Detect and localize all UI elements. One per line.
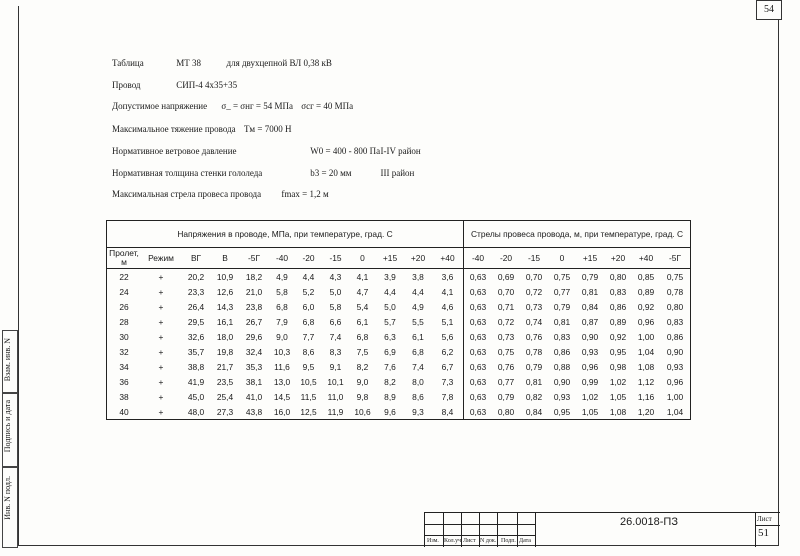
sag-cell: 0,78 [666,286,684,297]
table-row [107,329,691,344]
stress-cell: 5,7 [384,316,396,327]
stress-cell: 32,4 [245,346,263,357]
stress-cell: 8,6 [412,391,424,402]
sag-cell: 0,75 [666,271,684,282]
stress-cell: 7,4 [412,361,424,372]
stamp-signature-date: Подпись и дата [3,400,12,453]
tb-col-data: Дата [519,538,531,544]
stress-cell: 7,9 [276,316,288,327]
document-code: 26.0018-ПЗ [620,516,678,528]
stress-cell: 13,0 [273,376,291,387]
stress-cell: 4,6 [432,299,464,314]
sag-cell: 0,72 [497,316,515,327]
stress-cell: 8,0 [412,376,424,387]
mode-cell: + [158,376,164,387]
sag-cell: 0,96 [581,361,599,372]
stress-cell: 26,7 [245,316,263,327]
table-row [107,299,691,314]
stress-cell: 38,8 [187,361,205,372]
sag-cell: 0,96 [637,316,655,327]
tb-col-izm: Изм. [427,538,439,544]
sag-cell: 0,81 [553,316,571,327]
stress-cell: 8,3 [329,346,342,357]
stress-col-3: -40 [269,248,295,269]
sag-cell: 0,70 [525,271,543,282]
stress-cell: 4,9 [412,301,424,312]
stress-cell: 3,8 [412,271,424,282]
sag-col-7: -5Г [660,248,691,269]
sag-label: Максимальная стрела провеса провода [112,189,262,199]
sag-cell: 0,71 [497,301,515,312]
stress-cell: 8,6 [302,346,315,357]
stress-cell: 10,3 [273,346,291,357]
sag-cell: 1,04 [666,406,684,417]
tb-col-kolvo: Кол.уч [444,538,462,544]
mode-cell: + [158,331,164,342]
stress-cell: 18,0 [216,331,234,342]
header-wind-line [112,146,427,156]
stress-value-2: σсг = 40 МПа [301,101,354,111]
sag-cell: 0,76 [525,331,543,342]
stress-cell: 7,7 [302,331,315,342]
ice-label: Нормативная толщина стенки гололеда [112,168,263,178]
span-cell: 40 [119,406,129,417]
stress-cell: 4,3 [329,271,342,282]
sag-cell: 0,78 [525,346,543,357]
stress-cell: 45,0 [187,391,205,402]
sag-cell: 0,93 [666,361,684,372]
stress-cell: 23,5 [216,376,234,387]
sag-cell: 0,90 [581,331,599,342]
stress-cell: 26,4 [187,301,205,312]
sag-cell: 0,86 [666,331,684,342]
span-cell: 32 [119,346,129,357]
stress-cell: 16,1 [216,316,234,327]
mode-cell: + [158,271,164,282]
stress-cell: 6,8 [356,331,369,342]
stress-cell: 4,7 [356,286,369,297]
stress-cell: 18,2 [245,271,263,282]
stress-cell: 5,8 [276,286,288,297]
stress-col-4: -20 [295,248,322,269]
sag-cell: 1,16 [637,391,655,402]
sag-col-4: +15 [576,248,604,269]
sag-cell: 0,63 [469,361,487,372]
stress-cell: 16,0 [273,406,291,417]
stress-cell: 10,9 [216,271,234,282]
mode-cell: + [158,391,164,402]
sag-cell: 0,86 [609,301,627,312]
tension-value: Tм = 7000 Н [243,124,292,134]
stress-group-header: Напряжения в проводе, МПа, при температуре, град. С [107,221,464,248]
table-row [107,314,691,329]
stress-cell: 8,9 [384,391,396,402]
stress-cell: 3,9 [384,271,396,282]
table-desc: для двухцепной ВЛ 0,38 кВ [226,58,332,68]
mode-cell: + [158,346,164,357]
stress-cell: 5,2 [302,286,315,297]
sag-cell: 1,02 [609,376,627,387]
sag-cell: 0,79 [497,391,515,402]
table-body [107,269,691,420]
stress-cell: 10,5 [300,376,317,387]
wire-value: СИП-4 4х35+35 [176,80,238,90]
table-group-header-row [107,221,691,248]
stress-col-2: -5Г [239,248,269,269]
span-cell: 36 [119,376,129,387]
stress-cell: 7,4 [329,331,342,342]
stress-cell: 9,0 [356,376,369,387]
stress-cell: 9,8 [356,391,369,402]
stress-cell: 19,8 [216,346,234,357]
span-cell: 24 [119,286,129,297]
stress-cell: 6,8 [276,301,288,312]
sag-cell: 0,73 [525,301,543,312]
stress-cell: 6,1 [356,316,369,327]
stress-col-7: +15 [376,248,404,269]
sag-cell: 0,96 [666,376,684,387]
stress-cell: 29,6 [245,331,263,342]
span-cell: 30 [119,331,129,342]
stress-cell: 29,5 [187,316,205,327]
tension-label: Максимальное тяжение провода [112,124,236,134]
stress-cell: 14,3 [216,301,234,312]
stress-cell: 10,6 [354,406,371,417]
stress-cell: 12,5 [300,406,317,417]
sag-cell: 0,63 [469,331,487,342]
stress-cell: 11,9 [327,406,344,417]
wire-label: Провод [112,80,141,90]
stress-cell: 4,4 [302,271,315,282]
span-header: Пролет, м [107,248,142,269]
stress-cell: 7,3 [432,374,464,389]
stress-col-9: +40 [432,248,464,269]
left-stamp-strip [0,330,18,546]
stress-cell: 4,1 [432,284,464,299]
stress-cell: 6,9 [384,346,396,357]
title-block [424,512,780,547]
header-stress-line [112,101,359,111]
mode-cell: + [158,301,164,312]
stress-cell: 6,2 [432,344,464,359]
sag-cell: 0,63 [469,301,487,312]
ice-value: b3 = 20 мм [310,168,352,178]
stress-cell: 7,8 [432,389,464,404]
ice-region: III район [380,168,415,178]
sag-cell: 0,77 [553,286,571,297]
sag-cell: 0,77 [497,376,515,387]
sheet-label: Лист [757,515,772,523]
span-table [106,220,691,420]
stress-cell: 5,0 [384,301,396,312]
sag-cell: 0,82 [525,391,543,402]
sag-cell: 0,90 [666,346,684,357]
sag-cell: 0,79 [581,271,599,282]
stress-cell: 11,5 [300,391,317,402]
table-row [107,269,691,285]
stress-cell: 11,6 [274,361,290,372]
sag-cell: 0,99 [581,376,599,387]
stress-cell: 5,1 [432,314,464,329]
sag-cell: 0,63 [469,406,487,417]
sag-cell: 1,04 [637,346,655,357]
header-table-line [112,58,338,68]
sag-cell: 0,84 [581,301,599,312]
sag-cell: 0,95 [609,346,627,357]
stress-cell: 6,8 [302,316,315,327]
sag-cell: 0,86 [553,346,571,357]
mode-cell: + [158,361,164,372]
mode-cell: + [158,286,164,297]
table-row [107,344,691,359]
wind-label: Нормативное ветровое давление [112,146,237,156]
stress-cell: 5,6 [432,329,464,344]
sag-col-3: 0 [548,248,576,269]
stress-cell: 6,3 [384,331,396,342]
sag-cell: 1,20 [637,406,655,417]
stress-cell: 11,0 [327,391,344,402]
sag-cell: 0,84 [525,406,543,417]
stress-cell: 41,0 [245,391,263,402]
span-cell: 38 [119,391,129,402]
table-row [107,374,691,389]
stress-col-0: ВГ [181,248,211,269]
stress-cell: 23,3 [187,286,205,297]
stamp-replace-inv: Взам. инв. N [3,338,12,382]
stress-cell: 6,1 [412,331,424,342]
sag-cell: 0,92 [637,301,655,312]
sag-cell: 0,95 [553,406,571,417]
stress-cell: 35,3 [245,361,263,372]
sag-cell: 0,70 [497,286,515,297]
span-cell: 22 [119,271,129,282]
stress-cell: 9,5 [302,361,315,372]
sag-cell: 0,74 [525,316,543,327]
sag-cell: 0,92 [609,331,627,342]
stress-cell: 25,4 [216,391,234,402]
tb-col-list: Лист [463,538,476,544]
sag-cell: 0,73 [497,331,515,342]
sag-cell: 0,83 [553,331,571,342]
sag-cell: 1,00 [637,331,655,342]
stress-cell: 7,5 [356,346,369,357]
sag-cell: 0,72 [525,286,543,297]
stress-cell: 20,2 [187,271,205,282]
stress-cell: 5,5 [412,316,424,327]
stress-cell: 9,1 [329,361,342,372]
sag-group-header: Стрелы провеса провода, м, при температуре, град. С [464,221,691,248]
stress-cell: 6,0 [302,301,315,312]
sag-cell: 0,75 [497,346,515,357]
sag-col-0: -40 [464,248,493,269]
stress-cell: 8,4 [432,404,464,420]
stress-cell: 21,0 [245,286,263,297]
stress-cell: 8,2 [384,376,396,387]
stress-cell: 3,6 [432,269,464,285]
stress-cell: 6,6 [329,316,342,327]
sag-cell: 1,12 [637,376,655,387]
sag-col-6: +40 [632,248,660,269]
stress-cell: 32,6 [187,331,205,342]
sag-cell: 0,79 [525,361,543,372]
sag-cell: 1,00 [666,391,684,402]
table-row [107,284,691,299]
sag-col-2: -15 [520,248,548,269]
stress-cell: 5,8 [329,301,342,312]
sag-cell: 0,90 [553,376,571,387]
header-ice-line [112,168,420,178]
sheet-number: 51 [758,527,769,539]
tb-col-podp: Подп. [501,538,516,544]
table-code: МТ 38 [176,58,201,68]
stress-cell: 6,7 [432,359,464,374]
stress-cell: 6,8 [412,346,424,357]
sag-cell: 0,80 [666,301,684,312]
stress-col-5: -15 [322,248,349,269]
tb-col-ndok: N док. [480,538,497,544]
stress-cell: 43,8 [245,406,263,417]
table-row [107,389,691,404]
stress-cell: 21,7 [216,361,234,372]
sag-cell: 0,75 [553,271,571,282]
stress-label: Допустимое напряжение [112,101,208,111]
stress-cell: 5,0 [329,286,342,297]
sag-cell: 0,83 [666,316,684,327]
sag-cell: 0,63 [469,391,487,402]
span-cell: 26 [119,301,129,312]
header-wire-line [112,80,243,90]
page-frame-right [778,6,779,546]
wind-region: I-IV район [380,146,421,156]
sag-cell: 0,63 [469,316,487,327]
stress-cell: 35,7 [187,346,205,357]
sag-cell: 0,85 [637,271,655,282]
stress-cell: 8,2 [356,361,369,372]
sag-cell: 0,76 [497,361,515,372]
sag-cell: 0,93 [553,391,571,402]
page-number: 54 [756,0,782,20]
stress-cell: 4,4 [412,286,424,297]
sag-cell: 1,05 [581,406,599,417]
sag-cell: 0,81 [581,286,599,297]
sag-cell: 0,98 [609,361,627,372]
sag-cell: 1,08 [637,361,655,372]
sag-cell: 0,89 [609,316,627,327]
sag-cell: 0,83 [609,286,627,297]
sag-cell: 0,87 [581,316,599,327]
stress-col-8: +20 [404,248,432,269]
sag-cell: 0,79 [553,301,571,312]
stress-cell: 4,4 [384,286,396,297]
sag-col-1: -20 [492,248,520,269]
sag-cell: 0,63 [469,376,487,387]
header-tension-line [112,124,297,134]
sag-cell: 0,69 [497,271,515,282]
mode-cell: + [158,406,164,417]
stress-cell: 4,9 [276,271,288,282]
sag-cell: 0,63 [469,286,487,297]
stress-cell: 23,8 [245,301,263,312]
stress-cell: 9,0 [276,331,288,342]
sag-cell: 0,88 [553,361,571,372]
table-row [107,359,691,374]
sag-cell: 0,63 [469,346,487,357]
wind-value: W0 = 400 - 800 Па [310,146,381,156]
sag-cell: 0,81 [525,376,543,387]
stress-value-1: σ_ = σнг = 54 МПа [221,101,293,111]
stress-cell: 41,9 [187,376,205,387]
mode-cell: + [158,316,164,327]
sag-cell: 0,80 [497,406,515,417]
sag-cell: 0,63 [469,271,487,282]
span-cell: 34 [119,361,129,372]
stress-cell: 14,5 [273,391,291,402]
stress-cell: 5,4 [356,301,369,312]
sag-cell: 1,05 [609,391,627,402]
table-label: Таблица [112,58,144,68]
mode-header: Режим [141,248,181,269]
table-column-header-row [107,248,691,269]
span-cell: 28 [119,316,129,327]
sag-value: fmax = 1,2 м [281,189,329,199]
stress-cell: 10,1 [327,376,344,387]
stress-cell: 9,6 [384,406,396,417]
stress-cell: 27,3 [216,406,234,417]
stamp-original-inv: Инв. N подл. [3,476,12,520]
sag-cell: 0,89 [637,286,655,297]
sag-cell: 1,02 [581,391,599,402]
stress-cell: 48,0 [187,406,205,417]
sag-cell: 0,93 [581,346,599,357]
stress-cell: 4,1 [356,271,369,282]
stress-col-6: 0 [349,248,376,269]
stress-cell: 9,3 [412,406,424,417]
stress-col-1: В [211,248,239,269]
header-sag-line [112,189,335,199]
table-row [107,404,691,420]
sag-cell: 0,80 [609,271,627,282]
stress-cell: 7,6 [384,361,396,372]
stress-cell: 38,1 [245,376,263,387]
sag-col-5: +20 [604,248,632,269]
stress-cell: 12,6 [216,286,234,297]
sag-cell: 1,08 [609,406,627,417]
